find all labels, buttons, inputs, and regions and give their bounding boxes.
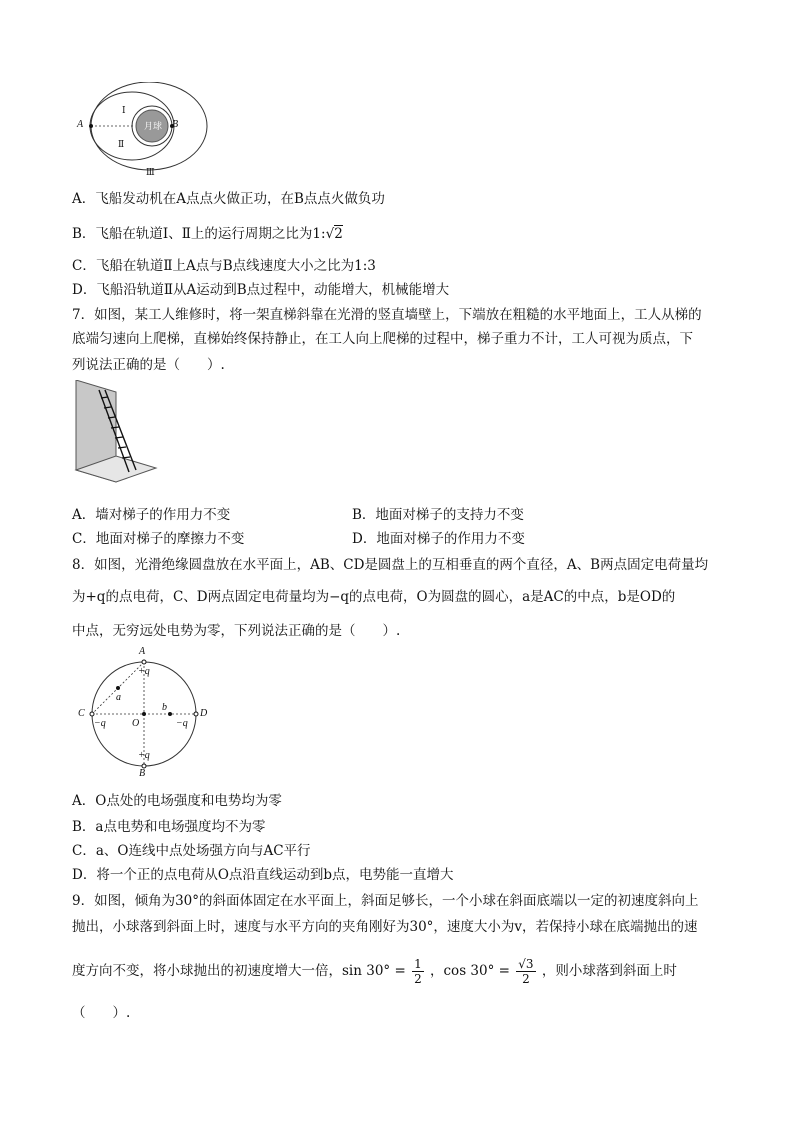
label-qC: −q: [94, 718, 106, 729]
label-orbit-I: Ⅰ: [122, 106, 126, 116]
point-b: [168, 712, 172, 716]
q8-stem-line2: 为+q的点电荷，C、D两点固定电荷量均为−q的点电荷，O为圆盘的圆心，a是AC的中点，b是OD的: [72, 589, 676, 605]
q8-stem-line1: 8．如图，光滑绝缘圆盘放在水平面上，AB、CD是圆盘上的互相垂直的两个直径，A、B两点固定电荷量均: [72, 557, 709, 573]
label-qA: +q: [138, 666, 150, 677]
label-C: C: [78, 708, 85, 719]
ladder-diagram: [74, 380, 164, 500]
label-b: b: [162, 702, 167, 713]
label-orbit-II: Ⅱ: [118, 140, 125, 150]
q6-option-c: C．飞船在轨道Ⅱ上A点与B点线速度大小之比为1:3: [72, 258, 376, 274]
q9-stem-line2: 抛出，小球落到斜面上时，速度与水平方向的夹角刚好为30°，速度大小为v，若保持小球在底端抛出的速: [72, 919, 698, 935]
moon-orbit-diagram: [74, 82, 214, 182]
fraction-sin30-denominator: 2: [414, 972, 422, 986]
fraction-cos30-denominator: 2: [522, 972, 530, 986]
q8-option-b: B．a点电势和电场强度均不为零: [72, 819, 266, 835]
point-O: [142, 712, 146, 716]
label-O: O: [132, 718, 140, 729]
label-A: A: [139, 646, 146, 657]
label-D: D: [200, 708, 208, 719]
q8-option-a: A．O点处的电场强度和电势均为零: [72, 793, 282, 809]
point-A: [89, 124, 93, 128]
q7-option-b: B．地面对梯子的支持力不变: [352, 507, 524, 523]
q7-stem-line2: 底端匀速向上爬梯，直梯始终保持静止，在工人向上爬梯的过程中，梯子重力不计，工人可视为质点，下: [72, 331, 693, 347]
label-A: A: [77, 119, 84, 130]
q8-option-c: C．a、O连线中点处场强方向与AC平行: [72, 843, 311, 859]
q7-stem-line3: 列说法正确的是（ ）.: [72, 357, 225, 373]
point-a: [116, 686, 120, 690]
q6-option-b-text: B．飞船在轨道Ⅰ、Ⅱ上的运行周期之比为1:: [72, 226, 326, 242]
ladder-figure: [74, 380, 164, 500]
label-qB: +q: [138, 750, 150, 761]
q9-stem-line4: （ ）.: [72, 1005, 131, 1021]
label-B: B: [139, 768, 146, 779]
fraction-sin30: [412, 957, 424, 986]
label-a: a: [116, 692, 121, 703]
moon-orbit-figure: [74, 82, 214, 182]
label-moon: 月球: [144, 122, 163, 132]
q6-option-d: D．飞船沿轨道Ⅱ从A运动到B点过程中，动能增大，机械能增大: [72, 282, 450, 298]
q9-stem-line3: [72, 954, 677, 988]
q7-stem-line1: 7．如图，某工人维修时，将一架直梯斜靠在光滑的竖直墙壁上，下端放在粗糙的水平地面上，工人从梯的: [72, 307, 702, 323]
label-qD: −q: [176, 718, 188, 729]
point-D: [194, 712, 198, 716]
q9-stem-line1: 9．如图，倾角为30°的斜面体固定在水平面上，斜面足够长，一个小球在斜面底端以一定的初速度斜向上: [72, 893, 699, 909]
q6-option-b-radicand: 2: [334, 226, 343, 242]
q8-stem-line3: 中点，无穷远处电势为零，下列说法正确的是（ ）.: [72, 623, 401, 639]
point-C: [90, 712, 94, 716]
q7-option-d: D．地面对梯子的作用力不变: [352, 531, 525, 547]
sqrt-symbol: √: [325, 226, 335, 242]
label-B: B: [172, 119, 179, 130]
fraction-cos30-numerator: √3: [518, 957, 534, 971]
charge-circle-figure: [74, 648, 214, 782]
fraction-sin30-numerator: 1: [414, 957, 422, 971]
q7-option-a: A．墙对梯子的作用力不变: [72, 507, 231, 523]
q6-option-b: [72, 225, 343, 243]
q7-option-c: C．地面对梯子的摩擦力不变: [72, 531, 245, 547]
q9-stem-line3-suffix: ，则小球落到斜面上时: [541, 963, 677, 979]
q9-stem-line3-mid: ，cos 30° =: [430, 963, 510, 979]
point-A: [142, 660, 146, 664]
q6-option-a: A．飞船发动机在A点点火做正功，在B点点火做负功: [72, 191, 385, 207]
label-orbit-III: Ⅲ: [146, 168, 155, 178]
fraction-cos30: [516, 957, 535, 986]
q9-stem-line3-prefix: 度方向不变，将小球抛出的初速度增大一倍，sin 30° =: [72, 963, 406, 979]
q8-option-d: D．将一个正的点电荷从O点沿直线运动到b点，电势能一直增大: [72, 867, 454, 883]
